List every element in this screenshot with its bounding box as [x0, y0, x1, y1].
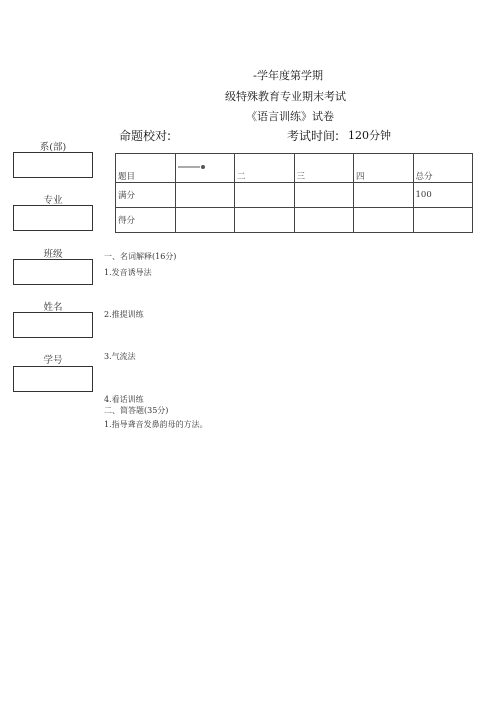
question-1: 1.发音诱导法	[104, 268, 152, 277]
exam-title: 级特殊教育专业期末考试	[225, 90, 346, 103]
table-row	[116, 208, 473, 233]
student-id-input-box[interactable]	[13, 366, 93, 392]
table-row	[116, 154, 473, 183]
section2-title: 二、简答题(35分)	[104, 406, 169, 415]
score-table	[115, 153, 473, 233]
table-row	[116, 183, 473, 208]
section1-title: 一、名词解释(16分)	[104, 252, 177, 261]
major-input-box[interactable]	[13, 205, 93, 231]
score-input-cell[interactable]	[413, 208, 473, 233]
table-cell	[175, 154, 235, 183]
side-label-major: 专业	[43, 195, 63, 206]
table-cell: 二	[235, 154, 295, 183]
table-cell: 满分	[116, 183, 176, 208]
score-input-cell[interactable]	[175, 208, 235, 233]
side-label-department: 系(部)	[39, 142, 67, 153]
table-cell	[175, 183, 235, 208]
proposer-label: 命题校对:	[119, 129, 172, 143]
section2-question-1: 1.指导聋音发鼻韵母的方法。	[104, 420, 208, 429]
question-3: 3.气流法	[104, 352, 136, 361]
year-term-title: -学年度第学期	[253, 69, 323, 82]
table-cell	[354, 183, 414, 208]
side-label-student-id: 学号	[43, 355, 63, 366]
table-cell: 三	[294, 154, 354, 183]
question-2: 2.推提训练	[104, 310, 144, 319]
table-cell: 100	[413, 183, 473, 208]
department-input-box[interactable]	[13, 152, 93, 178]
dash-dot-mark-icon	[178, 163, 208, 171]
question-4: 4.看话训练	[104, 395, 144, 404]
score-input-cell[interactable]	[354, 208, 414, 233]
score-input-cell[interactable]	[294, 208, 354, 233]
side-label-name: 姓名	[43, 302, 63, 313]
exam-time-label: 考试时间:	[287, 129, 340, 143]
table-cell: 总分	[413, 154, 473, 183]
table-cell: 题目	[116, 154, 176, 183]
side-label-class: 班级	[43, 249, 63, 260]
table-cell: 得分	[116, 208, 176, 233]
table-cell	[294, 183, 354, 208]
paper-title: 《语言训练》试卷	[246, 110, 334, 123]
table-cell	[235, 183, 295, 208]
exam-time-value: 120分钟	[348, 129, 391, 142]
name-input-box[interactable]	[13, 312, 93, 338]
score-input-cell[interactable]	[235, 208, 295, 233]
table-cell: 四	[354, 154, 414, 183]
class-input-box[interactable]	[13, 259, 93, 285]
